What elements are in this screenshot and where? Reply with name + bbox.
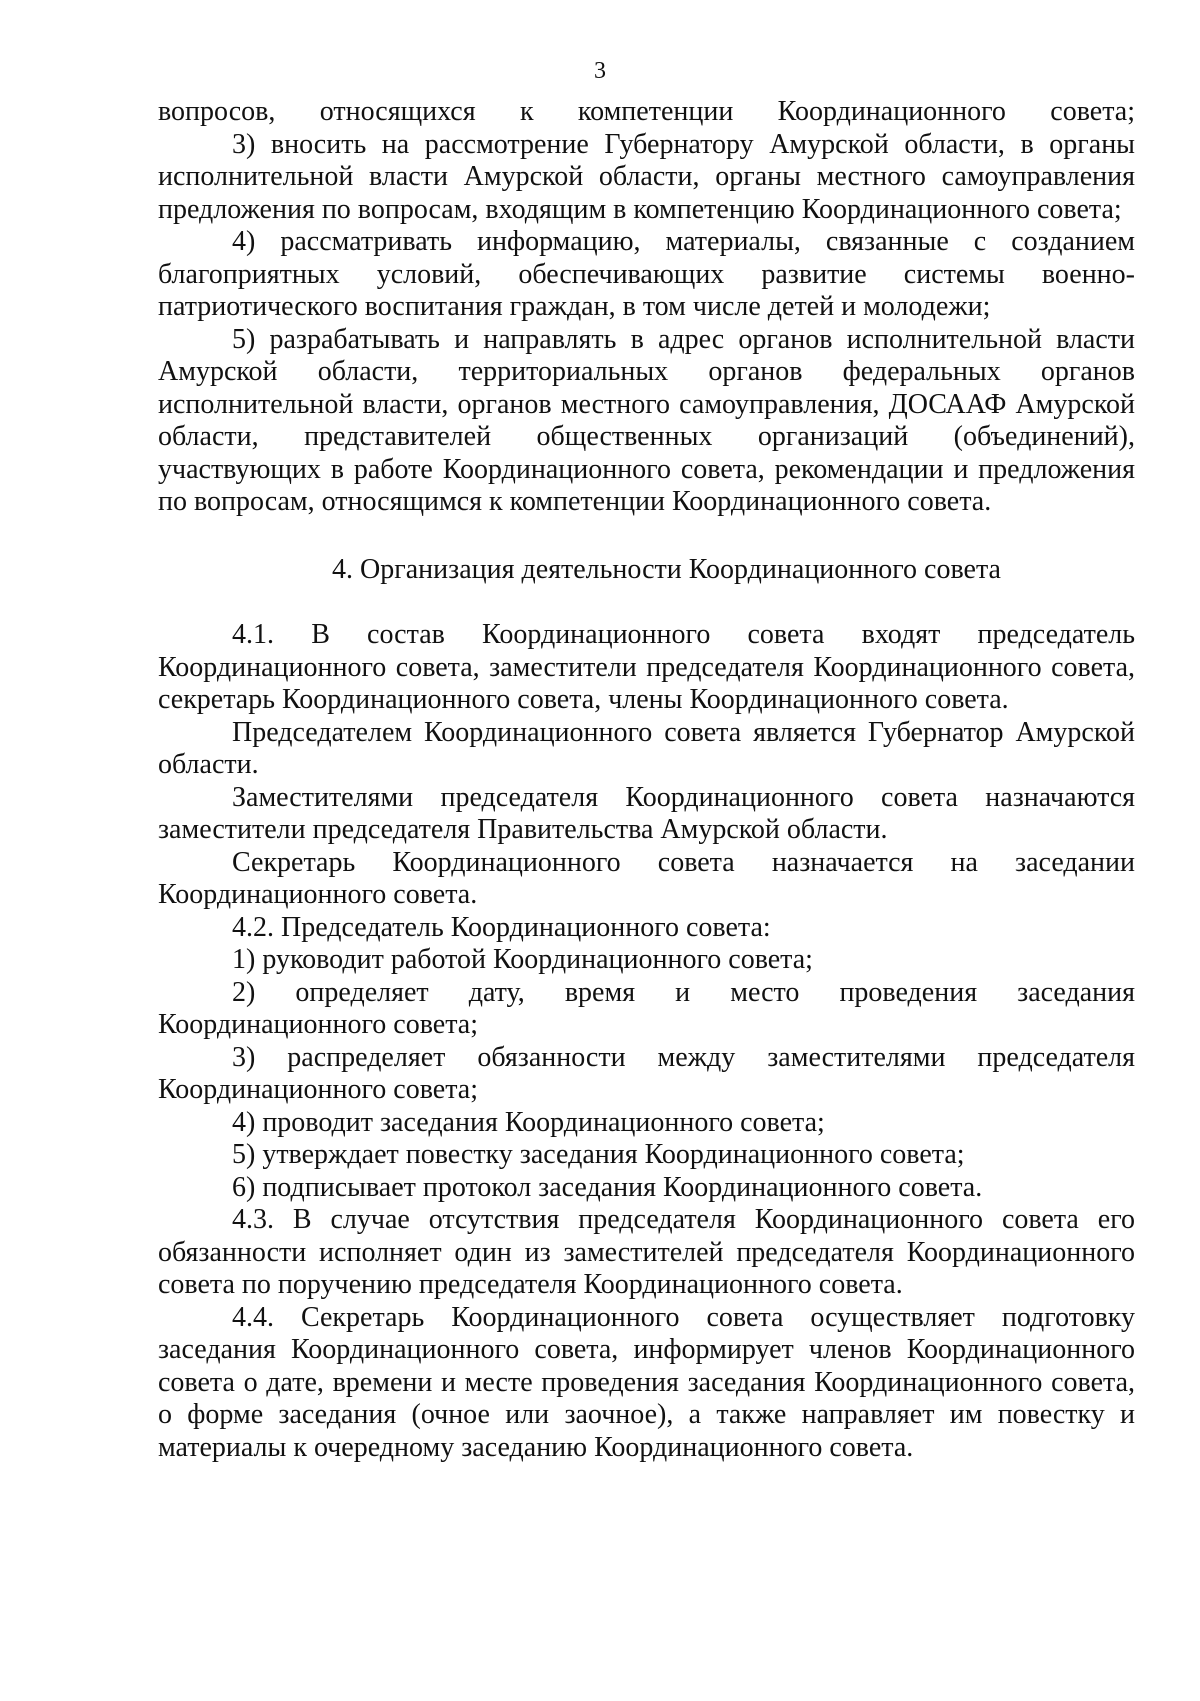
paragraph-secretary: Секретарь Координационного совета назначается на заседании Координационного совета. [158,846,1135,910]
paragraph-4-1: 4.1. В состав Координационного совета входят председатель Координационного совета, заместители председателя Координационного совета, секретарь Координационного совета, члены Координационного совета. [158,619,1135,715]
list-item-2: 2) определяет дату, время и место проведения заседания Координационного совета; [158,976,1135,1040]
paragraph-4-2: 4.2. Председатель Координационного совета: [232,911,771,943]
list-item-5: 5) утверждает повестку заседания Координационного совета; [232,1139,965,1170]
paragraph-4-4: 4.4. Секретарь Координационного совета осуществляет подготовку заседания Координационного совета, информирует членов Координационного совета о дате, времени и месте проведения заседания Координационного совета, о форме заседания (очное или заочное), а также направляет им повестку и материалы к очередному заседанию Координационного совета. [158,1301,1135,1463]
paragraph-chairman: Председателем Координационного совета является Губернатор Амурской области. [158,716,1135,780]
paragraph-item-5: 5) разрабатывать и направлять в адрес органов исполнительной власти Амурской области, территориальных органов федеральных органов исполнительной власти, органов местного самоуправления, ДОСААФ Амурской области, представителей общественных организаций (объединений), участвующих в работе Координационного совета, рекомендации и предложения по вопросам, относящимся к компетенции Координационного совета. [158,323,1135,517]
list-item-4: 4) проводит заседания Координационного совета; [232,1106,825,1138]
paragraph-item-3: 3) вносить на рассмотрение Губернатору Амурской области, в органы исполнительной власти Амурской области, органы местного самоуправления предложения по вопросам, входящим в компетенцию Координационного совета; [158,128,1135,225]
paragraph-continuation: вопросов, относящихся к компетенции Координационного совета; [158,96,1135,127]
paragraph-item-4: 4) рассматривать информацию, материалы, связанные с созданием благоприятных условий, обеспечивающих развитие системы военно-патриотического воспитания граждан, в том числе детей и молодежи; [158,226,1135,322]
paragraph-4-3: 4.3. В случае отсутствия председателя Координационного совета его обязанности исполняет один из заместителей председателя Координационного совета по поручению председателя Координационного совета. [158,1204,1135,1300]
page-number: 3 [594,58,606,84]
paragraph-deputies: Заместителями председателя Координационного совета назначаются заместители председателя Правительства Амурской области. [158,781,1135,845]
section-heading: 4. Организация деятельности Координационного совета [332,553,1001,585]
list-item-1: 1) руководит работой Координационного совета; [232,944,813,975]
document-body [158,96,1135,1464]
list-item-6: 6) подписывает протокол заседания Координационного совета. [232,1171,983,1203]
list-item-3: 3) распределяет обязанности между заместителями председателя Координационного совета; [158,1041,1135,1105]
